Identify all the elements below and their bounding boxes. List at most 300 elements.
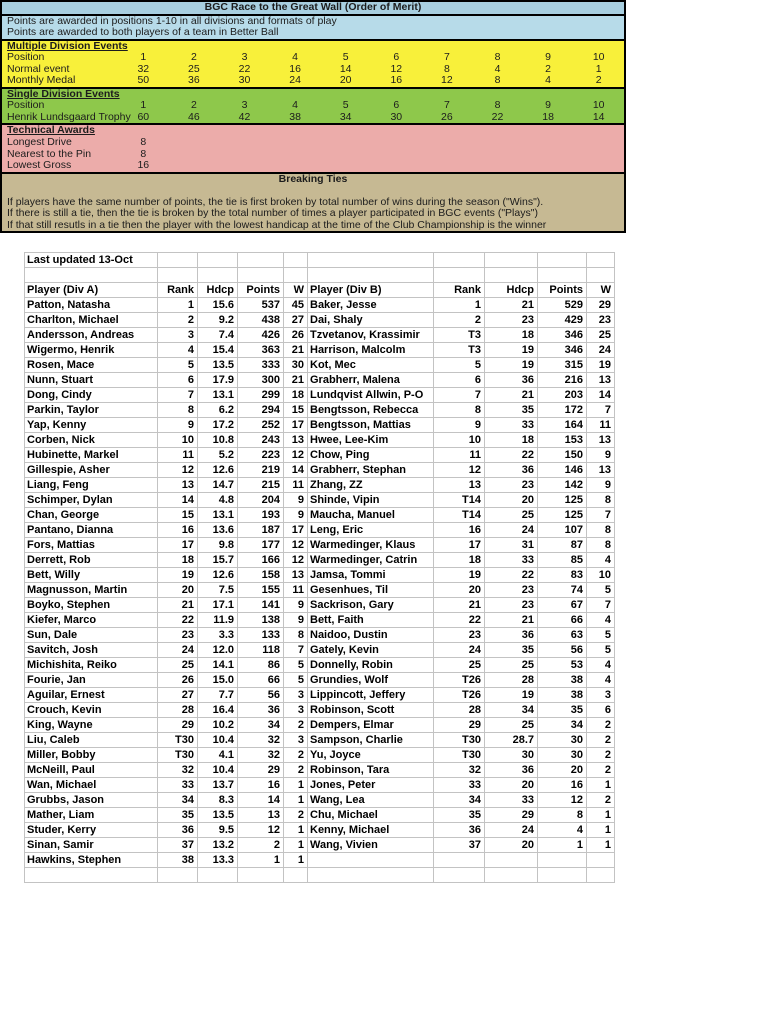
points-cell[interactable]: 4: [538, 823, 587, 838]
hdcp-cell[interactable]: 17.9: [198, 373, 238, 388]
wins-cell[interactable]: 25: [587, 328, 615, 343]
hdcp-cell[interactable]: [198, 253, 238, 268]
rank-cell[interactable]: 32: [434, 763, 485, 778]
hdcp-cell[interactable]: 16.4: [198, 703, 238, 718]
rank-cell[interactable]: 35: [158, 808, 198, 823]
wins-cell[interactable]: 9: [587, 478, 615, 493]
points-cell[interactable]: 146: [538, 463, 587, 478]
hdcp-cell[interactable]: 5.2: [198, 448, 238, 463]
wins-cell[interactable]: 13: [284, 568, 308, 583]
wins-cell[interactable]: 2: [284, 748, 308, 763]
rank-cell[interactable]: 24: [434, 643, 485, 658]
wins-cell[interactable]: 6: [587, 703, 615, 718]
points-cell[interactable]: 537: [238, 298, 284, 313]
wins-cell[interactable]: 12: [284, 553, 308, 568]
points-cell[interactable]: 13: [238, 808, 284, 823]
wins-cell[interactable]: 5: [587, 628, 615, 643]
hdcp-cell[interactable]: 21: [485, 388, 538, 403]
points-cell[interactable]: 83: [538, 568, 587, 583]
points-cell[interactable]: 30: [538, 733, 587, 748]
points-cell[interactable]: 36: [238, 703, 284, 718]
rank-cell[interactable]: 29: [158, 718, 198, 733]
rank-cell[interactable]: 7: [158, 388, 198, 403]
wins-cell[interactable]: 8: [284, 628, 308, 643]
wins-cell[interactable]: [587, 253, 615, 268]
hdcp-cell[interactable]: 18: [485, 433, 538, 448]
hdcp-cell[interactable]: 13.2: [198, 838, 238, 853]
wins-cell[interactable]: 3: [284, 688, 308, 703]
rank-cell[interactable]: 4: [158, 343, 198, 358]
points-cell[interactable]: 150: [538, 448, 587, 463]
rank-cell[interactable]: 9: [158, 418, 198, 433]
points-cell[interactable]: 164: [538, 418, 587, 433]
wins-cell[interactable]: 5: [284, 673, 308, 688]
points-cell[interactable]: 141: [238, 598, 284, 613]
points-cell[interactable]: 86: [238, 658, 284, 673]
rank-cell[interactable]: 23: [158, 628, 198, 643]
player-cell[interactable]: Bengtsson, Mattias: [308, 418, 434, 433]
wins-cell[interactable]: 4: [587, 613, 615, 628]
rank-cell[interactable]: 11: [158, 448, 198, 463]
rank-cell[interactable]: 17: [434, 538, 485, 553]
player-cell[interactable]: McNeill, Paul: [25, 763, 158, 778]
wins-cell[interactable]: 1: [284, 838, 308, 853]
wins-cell[interactable]: 7: [587, 508, 615, 523]
hdcp-cell[interactable]: 17.2: [198, 418, 238, 433]
hdcp-cell[interactable]: 12.0: [198, 643, 238, 658]
points-cell[interactable]: 34: [238, 718, 284, 733]
wins-cell[interactable]: 7: [587, 598, 615, 613]
hdcp-cell[interactable]: 33: [485, 553, 538, 568]
wins-cell[interactable]: 13: [587, 433, 615, 448]
rank-cell[interactable]: 6: [434, 373, 485, 388]
rank-cell[interactable]: [158, 868, 198, 883]
hdcp-cell[interactable]: 36: [485, 763, 538, 778]
rank-cell[interactable]: 16: [434, 523, 485, 538]
hdcp-cell[interactable]: [485, 253, 538, 268]
rank-cell[interactable]: 27: [158, 688, 198, 703]
hdcp-cell[interactable]: 13.5: [198, 358, 238, 373]
rank-cell[interactable]: 15: [158, 508, 198, 523]
player-cell[interactable]: Sun, Dale: [25, 628, 158, 643]
hdcp-cell[interactable]: 18: [485, 328, 538, 343]
rank-cell[interactable]: 19: [158, 568, 198, 583]
player-cell[interactable]: Chu, Michael: [308, 808, 434, 823]
player-cell[interactable]: Harrison, Malcolm: [308, 343, 434, 358]
hdcp-cell[interactable]: 24: [485, 823, 538, 838]
wins-cell[interactable]: 19: [587, 358, 615, 373]
player-cell[interactable]: Jamsa, Tommi: [308, 568, 434, 583]
points-cell[interactable]: 34: [538, 718, 587, 733]
points-cell[interactable]: 107: [538, 523, 587, 538]
points-cell[interactable]: 138: [238, 613, 284, 628]
player-cell[interactable]: Savitch, Josh: [25, 643, 158, 658]
hdcp-cell[interactable]: 28: [485, 673, 538, 688]
wins-cell[interactable]: 12: [284, 448, 308, 463]
wins-cell[interactable]: 2: [284, 763, 308, 778]
rank-cell[interactable]: 22: [158, 613, 198, 628]
rank-cell[interactable]: 12: [434, 463, 485, 478]
hdcp-cell[interactable]: 9.2: [198, 313, 238, 328]
rank-cell[interactable]: T14: [434, 508, 485, 523]
player-cell[interactable]: Corben, Nick: [25, 433, 158, 448]
player-cell[interactable]: Kenny, Michael: [308, 823, 434, 838]
column-header[interactable]: Points: [538, 283, 587, 298]
rank-cell[interactable]: 13: [434, 478, 485, 493]
player-cell[interactable]: [308, 253, 434, 268]
wins-cell[interactable]: 5: [284, 658, 308, 673]
points-cell[interactable]: [538, 868, 587, 883]
hdcp-cell[interactable]: 13.1: [198, 508, 238, 523]
player-cell[interactable]: Warmedinger, Klaus: [308, 538, 434, 553]
rank-cell[interactable]: 10: [158, 433, 198, 448]
player-cell[interactable]: Yap, Kenny: [25, 418, 158, 433]
hdcp-cell[interactable]: 12.6: [198, 463, 238, 478]
rank-cell[interactable]: 13: [158, 478, 198, 493]
player-cell[interactable]: Bett, Faith: [308, 613, 434, 628]
hdcp-cell[interactable]: 22: [485, 568, 538, 583]
hdcp-cell[interactable]: 10.4: [198, 763, 238, 778]
points-cell[interactable]: 219: [238, 463, 284, 478]
rank-cell[interactable]: [434, 868, 485, 883]
points-cell[interactable]: 20: [538, 763, 587, 778]
points-cell[interactable]: 1: [538, 838, 587, 853]
points-cell[interactable]: 12: [238, 823, 284, 838]
player-cell[interactable]: [308, 868, 434, 883]
wins-cell[interactable]: [284, 253, 308, 268]
points-cell[interactable]: [238, 868, 284, 883]
player-cell[interactable]: Wang, Lea: [308, 793, 434, 808]
rank-cell[interactable]: 19: [434, 568, 485, 583]
wins-cell[interactable]: 1: [284, 823, 308, 838]
hdcp-cell[interactable]: 35: [485, 643, 538, 658]
hdcp-cell[interactable]: 9.8: [198, 538, 238, 553]
wins-cell[interactable]: 9: [284, 613, 308, 628]
player-cell[interactable]: Grabherr, Stephan: [308, 463, 434, 478]
player-cell[interactable]: Rosen, Mace: [25, 358, 158, 373]
hdcp-cell[interactable]: 25: [485, 718, 538, 733]
points-cell[interactable]: 346: [538, 328, 587, 343]
rank-cell[interactable]: 5: [158, 358, 198, 373]
rank-cell[interactable]: 18: [158, 553, 198, 568]
hdcp-cell[interactable]: 21: [485, 298, 538, 313]
player-cell[interactable]: Aguilar, Ernest: [25, 688, 158, 703]
points-cell[interactable]: 125: [538, 493, 587, 508]
player-cell[interactable]: Crouch, Kevin: [25, 703, 158, 718]
rank-cell[interactable]: 32: [158, 763, 198, 778]
player-cell[interactable]: Chow, Ping: [308, 448, 434, 463]
hdcp-cell[interactable]: 14.7: [198, 478, 238, 493]
hdcp-cell[interactable]: 15.7: [198, 553, 238, 568]
rank-cell[interactable]: 5: [434, 358, 485, 373]
player-cell[interactable]: Baker, Jesse: [308, 298, 434, 313]
hdcp-cell[interactable]: 36: [485, 463, 538, 478]
wins-cell[interactable]: 14: [587, 388, 615, 403]
rank-cell[interactable]: T3: [434, 328, 485, 343]
player-cell[interactable]: Gesenhues, Til: [308, 583, 434, 598]
hdcp-cell[interactable]: 33: [485, 418, 538, 433]
rank-cell[interactable]: 17: [158, 538, 198, 553]
rank-cell[interactable]: 21: [434, 598, 485, 613]
hdcp-cell[interactable]: 17.1: [198, 598, 238, 613]
wins-cell[interactable]: 8: [587, 538, 615, 553]
hdcp-cell[interactable]: 22: [485, 448, 538, 463]
points-cell[interactable]: 252: [238, 418, 284, 433]
player-cell[interactable]: Bett, Willy: [25, 568, 158, 583]
rank-cell[interactable]: T30: [434, 748, 485, 763]
hdcp-cell[interactable]: 23: [485, 478, 538, 493]
rank-cell[interactable]: 34: [434, 793, 485, 808]
hdcp-cell[interactable]: 12.6: [198, 568, 238, 583]
points-cell[interactable]: 204: [238, 493, 284, 508]
hdcp-cell[interactable]: 10.2: [198, 718, 238, 733]
wins-cell[interactable]: 27: [284, 313, 308, 328]
points-cell[interactable]: 216: [538, 373, 587, 388]
points-cell[interactable]: 1: [238, 853, 284, 868]
wins-cell[interactable]: 13: [587, 373, 615, 388]
points-cell[interactable]: [238, 253, 284, 268]
hdcp-cell[interactable]: 7.7: [198, 688, 238, 703]
rank-cell[interactable]: 1: [434, 298, 485, 313]
player-cell[interactable]: Dong, Cindy: [25, 388, 158, 403]
player-cell[interactable]: Hubinette, Markel: [25, 448, 158, 463]
player-cell[interactable]: Tzvetanov, Krassimir: [308, 328, 434, 343]
rank-cell[interactable]: 12: [158, 463, 198, 478]
player-cell[interactable]: Lippincott, Jeffery: [308, 688, 434, 703]
player-cell[interactable]: Studer, Kerry: [25, 823, 158, 838]
rank-cell[interactable]: T14: [434, 493, 485, 508]
hdcp-cell[interactable]: 19: [485, 358, 538, 373]
points-cell[interactable]: 300: [238, 373, 284, 388]
rank-cell[interactable]: 2: [434, 313, 485, 328]
player-cell[interactable]: Shinde, Vipin: [308, 493, 434, 508]
wins-cell[interactable]: 5: [587, 583, 615, 598]
player-cell[interactable]: Zhang, ZZ: [308, 478, 434, 493]
points-cell[interactable]: 166: [238, 553, 284, 568]
wins-cell[interactable]: [587, 868, 615, 883]
rank-cell[interactable]: 21: [158, 598, 198, 613]
hdcp-cell[interactable]: [485, 268, 538, 283]
hdcp-cell[interactable]: 4.8: [198, 493, 238, 508]
points-cell[interactable]: 158: [238, 568, 284, 583]
rank-cell[interactable]: 24: [158, 643, 198, 658]
points-cell[interactable]: 315: [538, 358, 587, 373]
wins-cell[interactable]: 9: [284, 508, 308, 523]
rank-cell[interactable]: 33: [158, 778, 198, 793]
rank-cell[interactable]: T3: [434, 343, 485, 358]
hdcp-cell[interactable]: 20: [485, 778, 538, 793]
hdcp-cell[interactable]: 25: [485, 508, 538, 523]
wins-cell[interactable]: 11: [587, 418, 615, 433]
player-cell[interactable]: Fors, Mattias: [25, 538, 158, 553]
rank-cell[interactable]: 37: [158, 838, 198, 853]
points-cell[interactable]: 118: [238, 643, 284, 658]
rank-cell[interactable]: 28: [158, 703, 198, 718]
rank-cell[interactable]: 35: [434, 808, 485, 823]
rank-cell[interactable]: 28: [434, 703, 485, 718]
last-updated-label[interactable]: Last updated 13-Oct: [25, 253, 158, 268]
player-cell[interactable]: Gately, Kevin: [308, 643, 434, 658]
player-cell[interactable]: Magnusson, Martin: [25, 583, 158, 598]
points-cell[interactable]: 30: [538, 748, 587, 763]
points-cell[interactable]: 66: [538, 613, 587, 628]
player-cell[interactable]: [25, 868, 158, 883]
player-cell[interactable]: Grabherr, Malena: [308, 373, 434, 388]
rank-cell[interactable]: 25: [434, 658, 485, 673]
wins-cell[interactable]: 3: [587, 688, 615, 703]
wins-cell[interactable]: 3: [284, 703, 308, 718]
hdcp-cell[interactable]: 23: [485, 313, 538, 328]
rank-cell[interactable]: 23: [434, 628, 485, 643]
wins-cell[interactable]: 1: [284, 793, 308, 808]
rank-cell[interactable]: T30: [434, 733, 485, 748]
hdcp-cell[interactable]: 23: [485, 598, 538, 613]
hdcp-cell[interactable]: [198, 868, 238, 883]
column-header[interactable]: Hdcp: [198, 283, 238, 298]
wins-cell[interactable]: 2: [284, 808, 308, 823]
hdcp-cell[interactable]: 13.1: [198, 388, 238, 403]
player-cell[interactable]: Hwee, Lee-Kim: [308, 433, 434, 448]
points-cell[interactable]: 53: [538, 658, 587, 673]
column-header[interactable]: Hdcp: [485, 283, 538, 298]
hdcp-cell[interactable]: 7.4: [198, 328, 238, 343]
points-cell[interactable]: 38: [538, 688, 587, 703]
hdcp-cell[interactable]: 30: [485, 748, 538, 763]
rank-cell[interactable]: 29: [434, 718, 485, 733]
rank-cell[interactable]: 36: [158, 823, 198, 838]
points-cell[interactable]: 32: [238, 748, 284, 763]
points-cell[interactable]: 333: [238, 358, 284, 373]
hdcp-cell[interactable]: 35: [485, 403, 538, 418]
points-cell[interactable]: [238, 268, 284, 283]
rank-cell[interactable]: 6: [158, 373, 198, 388]
column-header[interactable]: Rank: [158, 283, 198, 298]
player-cell[interactable]: Mather, Liam: [25, 808, 158, 823]
player-cell[interactable]: Gillespie, Asher: [25, 463, 158, 478]
rank-cell[interactable]: 33: [434, 778, 485, 793]
points-cell[interactable]: 16: [538, 778, 587, 793]
hdcp-cell[interactable]: 19: [485, 688, 538, 703]
rank-cell[interactable]: 37: [434, 838, 485, 853]
wins-cell[interactable]: 1: [587, 778, 615, 793]
wins-cell[interactable]: 17: [284, 418, 308, 433]
wins-cell[interactable]: 13: [587, 463, 615, 478]
points-cell[interactable]: 12: [538, 793, 587, 808]
wins-cell[interactable]: 2: [587, 793, 615, 808]
points-cell[interactable]: 426: [238, 328, 284, 343]
hdcp-cell[interactable]: 31: [485, 538, 538, 553]
wins-cell[interactable]: 4: [587, 658, 615, 673]
player-cell[interactable]: Wang, Vivien: [308, 838, 434, 853]
hdcp-cell[interactable]: 10.8: [198, 433, 238, 448]
player-cell[interactable]: Kot, Mec: [308, 358, 434, 373]
rank-cell[interactable]: 25: [158, 658, 198, 673]
hdcp-cell[interactable]: 7.5: [198, 583, 238, 598]
hdcp-cell[interactable]: 19: [485, 343, 538, 358]
points-cell[interactable]: 153: [538, 433, 587, 448]
points-cell[interactable]: 133: [238, 628, 284, 643]
points-cell[interactable]: 203: [538, 388, 587, 403]
column-header[interactable]: Player (Div B): [308, 283, 434, 298]
wins-cell[interactable]: 12: [284, 538, 308, 553]
rank-cell[interactable]: 8: [434, 403, 485, 418]
hdcp-cell[interactable]: 8.3: [198, 793, 238, 808]
wins-cell[interactable]: 1: [284, 853, 308, 868]
hdcp-cell[interactable]: 20: [485, 838, 538, 853]
player-cell[interactable]: Donnelly, Robin: [308, 658, 434, 673]
rank-cell[interactable]: [434, 268, 485, 283]
wins-cell[interactable]: 26: [284, 328, 308, 343]
points-cell[interactable]: 32: [238, 733, 284, 748]
player-cell[interactable]: Sampson, Charlie: [308, 733, 434, 748]
rank-cell[interactable]: [158, 268, 198, 283]
points-cell[interactable]: 193: [238, 508, 284, 523]
player-cell[interactable]: Michishita, Reiko: [25, 658, 158, 673]
player-cell[interactable]: Miller, Bobby: [25, 748, 158, 763]
hdcp-cell[interactable]: 28.7: [485, 733, 538, 748]
points-cell[interactable]: 363: [238, 343, 284, 358]
hdcp-cell[interactable]: 33: [485, 793, 538, 808]
points-cell[interactable]: 429: [538, 313, 587, 328]
points-cell[interactable]: 346: [538, 343, 587, 358]
points-cell[interactable]: 155: [238, 583, 284, 598]
rank-cell[interactable]: 11: [434, 448, 485, 463]
hdcp-cell[interactable]: 6.2: [198, 403, 238, 418]
rank-cell[interactable]: 26: [158, 673, 198, 688]
hdcp-cell[interactable]: 29: [485, 808, 538, 823]
wins-cell[interactable]: 2: [284, 718, 308, 733]
player-cell[interactable]: [25, 268, 158, 283]
column-header[interactable]: W: [587, 283, 615, 298]
rank-cell[interactable]: 38: [158, 853, 198, 868]
points-cell[interactable]: 529: [538, 298, 587, 313]
rank-cell[interactable]: 34: [158, 793, 198, 808]
player-cell[interactable]: Andersson, Andreas: [25, 328, 158, 343]
hdcp-cell[interactable]: 15.4: [198, 343, 238, 358]
player-cell[interactable]: Boyko, Stephen: [25, 598, 158, 613]
wins-cell[interactable]: [587, 853, 615, 868]
rank-cell[interactable]: 2: [158, 313, 198, 328]
hdcp-cell[interactable]: 13.5: [198, 808, 238, 823]
player-cell[interactable]: Sackrison, Gary: [308, 598, 434, 613]
player-cell[interactable]: King, Wayne: [25, 718, 158, 733]
points-cell[interactable]: 16: [238, 778, 284, 793]
wins-cell[interactable]: 1: [587, 823, 615, 838]
wins-cell[interactable]: 1: [284, 778, 308, 793]
player-cell[interactable]: Wigermo, Henrik: [25, 343, 158, 358]
column-header[interactable]: Player (Div A): [25, 283, 158, 298]
points-cell[interactable]: 243: [238, 433, 284, 448]
rank-cell[interactable]: 16: [158, 523, 198, 538]
wins-cell[interactable]: 2: [587, 718, 615, 733]
wins-cell[interactable]: 15: [284, 403, 308, 418]
player-cell[interactable]: Leng, Eric: [308, 523, 434, 538]
points-cell[interactable]: 56: [238, 688, 284, 703]
player-cell[interactable]: [308, 853, 434, 868]
player-cell[interactable]: Jones, Peter: [308, 778, 434, 793]
player-cell[interactable]: Pantano, Dianna: [25, 523, 158, 538]
wins-cell[interactable]: 2: [587, 763, 615, 778]
player-cell[interactable]: Wan, Michael: [25, 778, 158, 793]
rank-cell[interactable]: [434, 253, 485, 268]
player-cell[interactable]: Chan, George: [25, 508, 158, 523]
wins-cell[interactable]: 9: [284, 493, 308, 508]
points-cell[interactable]: 142: [538, 478, 587, 493]
points-cell[interactable]: 56: [538, 643, 587, 658]
wins-cell[interactable]: 8: [587, 493, 615, 508]
hdcp-cell[interactable]: 36: [485, 373, 538, 388]
hdcp-cell[interactable]: 13.3: [198, 853, 238, 868]
